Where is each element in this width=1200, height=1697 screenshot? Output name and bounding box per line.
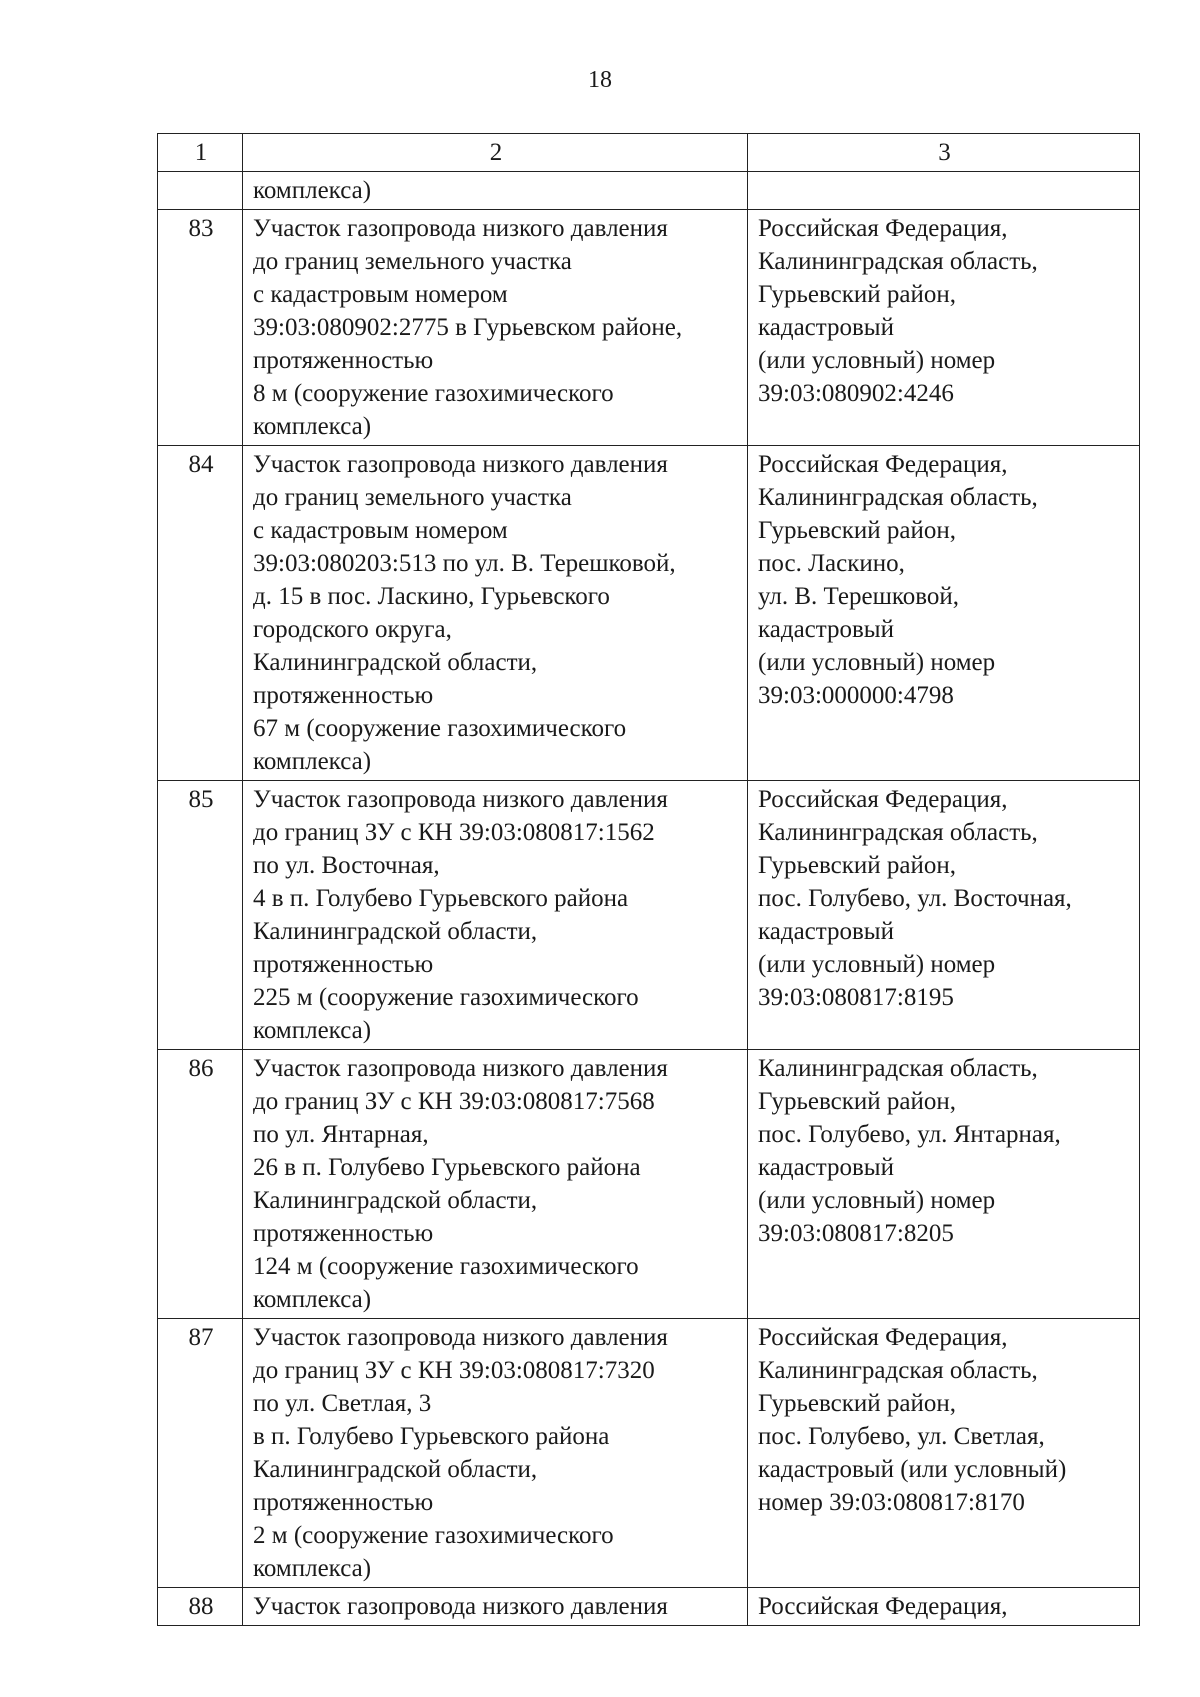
header-col-1: 1 <box>158 134 243 172</box>
table-header <box>158 134 1140 172</box>
row-number: 84 <box>158 446 243 781</box>
location-line: (или условный) номер <box>758 951 996 978</box>
description-line: Калининградской области, <box>253 1187 538 1214</box>
location-line: Гурьевский район, <box>758 1088 957 1115</box>
description-line: до границ ЗУ с КН 39:03:080817:1562 <box>253 819 655 846</box>
description-line: до границ ЗУ с КН 39:03:080817:7568 <box>253 1088 655 1115</box>
description-line: комплекса) <box>253 1286 372 1313</box>
description-line: комплекса) <box>253 748 372 775</box>
description-line: 39:03:080902:2775 в Гурьевском районе, <box>253 314 683 341</box>
description-line: комплекса) <box>253 1017 372 1044</box>
location-line: Гурьевский район, <box>758 517 957 544</box>
location-line: 39:03:080817:8195 <box>758 984 954 1011</box>
location-line: кадастровый <box>758 616 894 643</box>
continuation-row <box>158 172 1140 210</box>
location-line: пос. Голубево, ул. Янтарная, <box>758 1121 1061 1148</box>
location-line: кадастровый <box>758 1154 894 1181</box>
location-line: (или условный) номер <box>758 1187 996 1214</box>
description-line: Участок газопровода низкого давления <box>253 1055 668 1082</box>
description-line: протяженностью <box>253 1220 434 1247</box>
object-description-cell <box>243 781 748 1050</box>
description-line: протяженностью <box>253 1489 434 1516</box>
description-line: Участок газопровода низкого давления <box>253 1593 668 1620</box>
location-line: Российская Федерация, <box>758 1324 1008 1351</box>
description-line: протяженностью <box>253 682 434 709</box>
description-line: по ул. Янтарная, <box>253 1121 429 1148</box>
description-line: протяженностью <box>253 951 434 978</box>
registry-table <box>157 133 1140 1626</box>
description-line: Участок газопровода низкого давления <box>253 215 668 242</box>
description-line: Участок газопровода низкого давления <box>253 1324 668 1351</box>
description-line: 225 м (сооружение газохимического <box>253 984 639 1011</box>
location-line: Калининградская область, <box>758 248 1038 275</box>
object-location-cell <box>748 781 1140 1050</box>
object-description-cell <box>243 446 748 781</box>
object-location-cell <box>748 1319 1140 1588</box>
object-description-cell <box>243 1319 748 1588</box>
table-row <box>158 1319 1140 1588</box>
location-line: Калининградская область, <box>758 1055 1038 1082</box>
table-row <box>158 781 1140 1050</box>
description-line: с кадастровым номером <box>253 281 508 308</box>
description-line: Калининградской области, <box>253 649 538 676</box>
table-body <box>158 172 1140 1626</box>
location-line: Калининградская область, <box>758 819 1038 846</box>
object-description-cell <box>243 1588 748 1626</box>
description-line: городского округа, <box>253 616 452 643</box>
location-line: Российская Федерация, <box>758 786 1008 813</box>
location-line: Гурьевский район, <box>758 281 957 308</box>
location-line: 39:03:000000:4798 <box>758 682 954 709</box>
object-description-cell <box>243 210 748 446</box>
row-number <box>158 172 243 210</box>
description-line: Калининградской области, <box>253 918 538 945</box>
location-line: Гурьевский район, <box>758 852 957 879</box>
location-line: ул. В. Терешковой, <box>758 583 959 610</box>
description-line: по ул. Восточная, <box>253 852 440 879</box>
description-line: д. 15 в пос. Ласкино, Гурьевского <box>253 583 610 610</box>
row-number: 85 <box>158 781 243 1050</box>
location-line: пос. Голубево, ул. Светлая, <box>758 1423 1045 1450</box>
table-row <box>158 1050 1140 1319</box>
table-row <box>158 446 1140 781</box>
description-line: 39:03:080203:513 по ул. В. Терешковой, <box>253 550 676 577</box>
description-line: протяженностью <box>253 347 434 374</box>
location-line: номер 39:03:080817:8170 <box>758 1489 1025 1516</box>
location-line: 39:03:080902:4246 <box>758 380 954 407</box>
location-line: Российская Федерация, <box>758 1593 1008 1620</box>
description-line: 124 м (сооружение газохимического <box>253 1253 639 1280</box>
location-line: 39:03:080817:8205 <box>758 1220 954 1247</box>
location-line: кадастровый (или условный) <box>758 1456 1067 1483</box>
location-line: пос. Голубево, ул. Восточная, <box>758 885 1072 912</box>
header-col-3: 3 <box>748 134 1140 172</box>
description-line: 67 м (сооружение газохимического <box>253 715 627 742</box>
description-line: с кадастровым номером <box>253 517 508 544</box>
object-location-cell <box>748 210 1140 446</box>
header-row <box>158 134 1140 172</box>
location-line: кадастровый <box>758 314 894 341</box>
row-number: 87 <box>158 1319 243 1588</box>
object-location-cell <box>748 1588 1140 1626</box>
location-line: Российская Федерация, <box>758 215 1008 242</box>
object-description-cell <box>243 1050 748 1319</box>
object-location-cell <box>748 172 1140 210</box>
description-line: Калининградской области, <box>253 1456 538 1483</box>
table-row <box>158 1588 1140 1626</box>
description-line: комплекса) <box>253 413 372 440</box>
row-number: 83 <box>158 210 243 446</box>
description-line: комплекса) <box>253 177 372 204</box>
description-line: по ул. Светлая, 3 <box>253 1390 432 1417</box>
location-line: (или условный) номер <box>758 649 996 676</box>
location-line: Гурьевский район, <box>758 1390 957 1417</box>
header-col-2: 2 <box>243 134 748 172</box>
description-line: 8 м (сооружение газохимического <box>253 380 614 407</box>
description-line: комплекса) <box>253 1555 372 1582</box>
description-line: 2 м (сооружение газохимического <box>253 1522 614 1549</box>
table-row <box>158 210 1140 446</box>
description-line: до границ земельного участка <box>253 484 572 511</box>
location-line: (или условный) номер <box>758 347 996 374</box>
object-description-cell <box>243 172 748 210</box>
location-line: пос. Ласкино, <box>758 550 905 577</box>
location-line: Калининградская область, <box>758 1357 1038 1384</box>
page-number: 18 <box>588 67 612 93</box>
location-line: Российская Федерация, <box>758 451 1008 478</box>
description-line: в п. Голубево Гурьевского района <box>253 1423 610 1450</box>
description-line: Участок газопровода низкого давления <box>253 451 668 478</box>
location-line: Калининградская область, <box>758 484 1038 511</box>
row-number: 86 <box>158 1050 243 1319</box>
description-line: 4 в п. Голубево Гурьевского района <box>253 885 629 912</box>
object-location-cell <box>748 1050 1140 1319</box>
description-line: до границ ЗУ с КН 39:03:080817:7320 <box>253 1357 655 1384</box>
description-line: Участок газопровода низкого давления <box>253 786 668 813</box>
row-number: 88 <box>158 1588 243 1626</box>
description-line: до границ земельного участка <box>253 248 572 275</box>
location-line: кадастровый <box>758 918 894 945</box>
object-location-cell <box>748 446 1140 781</box>
description-line: 26 в п. Голубево Гурьевского района <box>253 1154 641 1181</box>
